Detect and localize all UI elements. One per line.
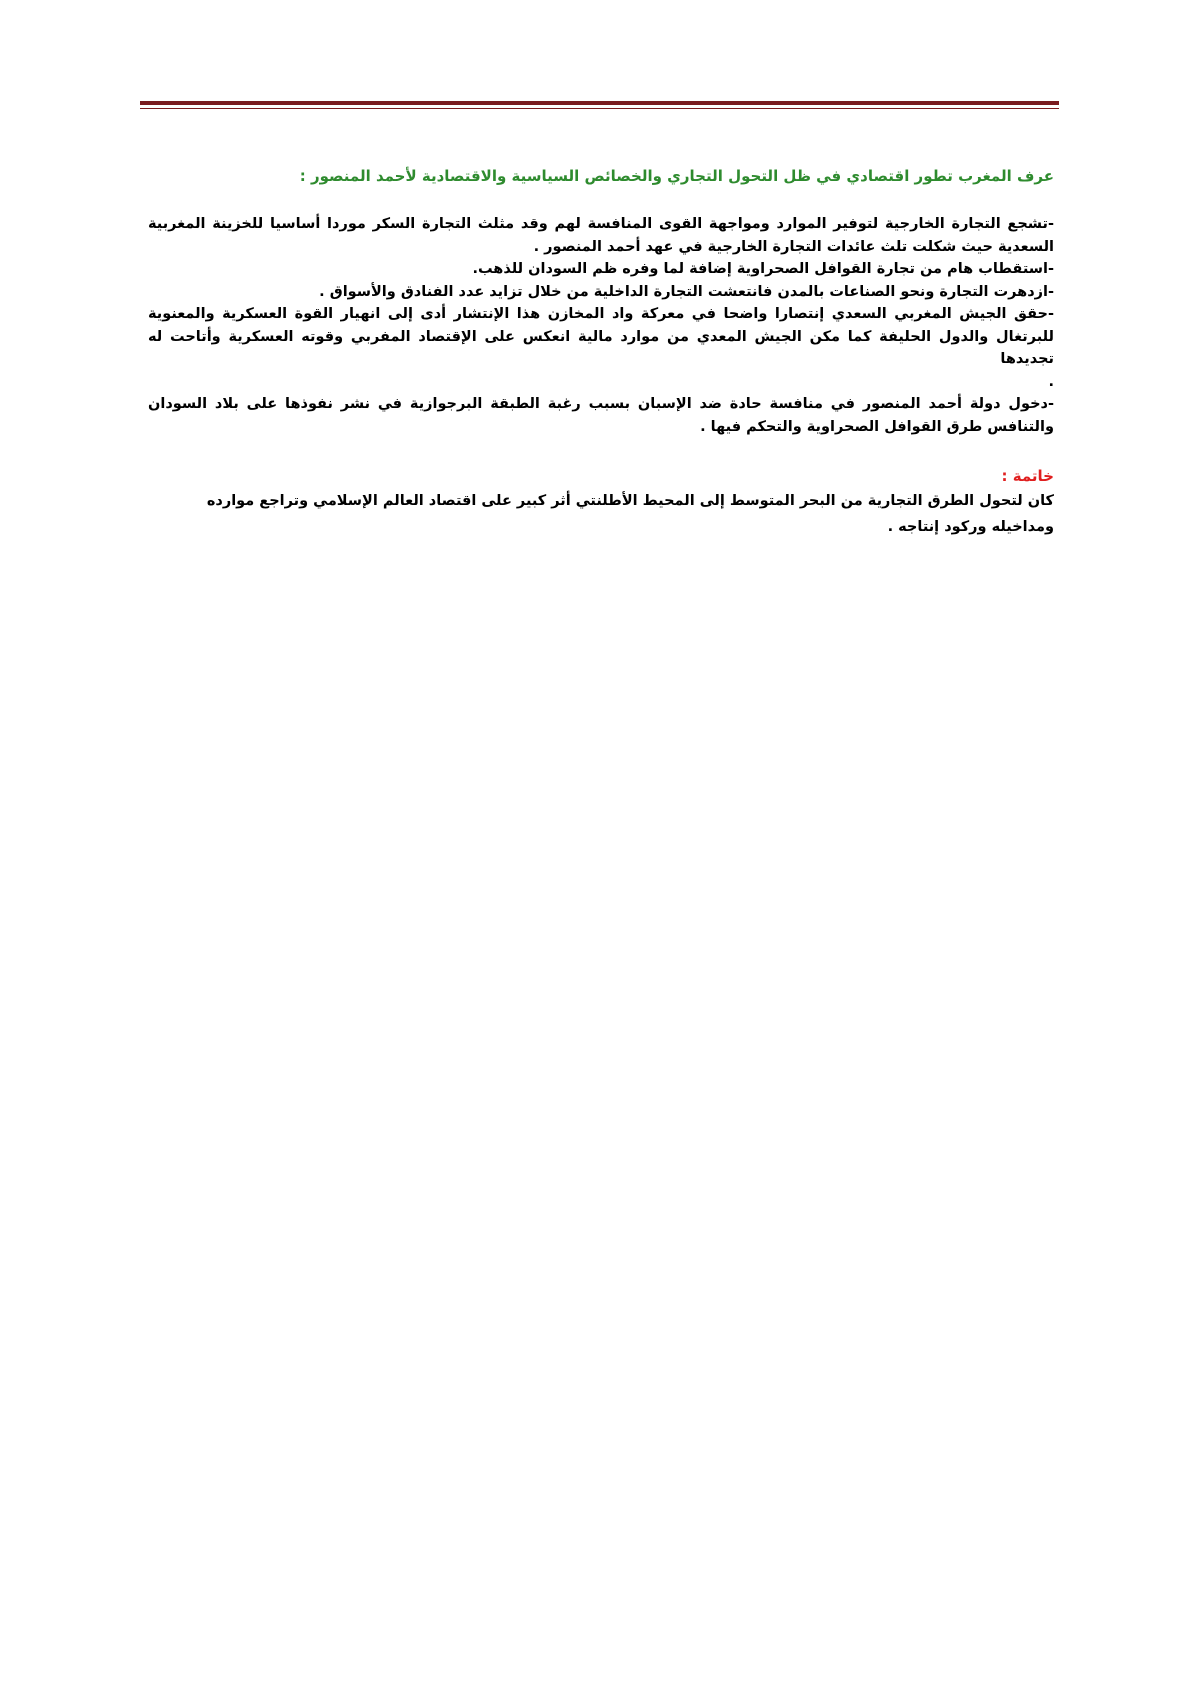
section-heading: عرف المغرب تطور اقتصادي في ظل التحول التجاري والخصائص السياسية والاقتصادية لأحمد المنصور :	[299, 167, 1054, 185]
point-foreign-trade: -تشجع التجارة الخارجية لتوفير الموارد ومواجهة القوى المنافسة لهم وقد مثلث التجارة السكر موردا أساسيا للخزينة المغربية السعدية حيث شكلت تلث عائدات التجارة الخارجية في عهد أحمد المنصور .	[148, 216, 1054, 255]
document-body	[148, 164, 1054, 540]
conclusion-title: خاتمة :	[1001, 467, 1054, 485]
point-army-victory: -حقق الجيش المغربي السعدي إنتصارا واضحا في معركة واد المخازن هذا الإنتشار أدى إلى انهيار القوة العسكرية والمعنوية للبرتغال والدول الحليفة كما مكن الجيش المعدي من موارد مالية انعكس على الإقتصاد المفربي وقوته العسكرية وأتاحت له تجديدها	[148, 306, 1054, 367]
point-caravan-trade: -استقطاب هام من تجارة القوافل الصحراوية إضافة لما وفره ظم السودان للذهب.	[472, 261, 1054, 277]
header-rule	[140, 101, 1059, 105]
point-spain-competition: -دخول دولة أحمد المنصور في منافسة حادة ضد الإسبان بسبب رغبة الطبقة البرجوازية في نشر نفوذها على بلاد السودان والتنافس طرق القوافل الصحراوية والتحكم فيها .	[148, 396, 1054, 435]
conclusion-text: كان لتحول الطرق التجارية من البحر المتوسط إلى المحيط الأطلنتي أثر كبير على اقتصاد العالم الإسلامي وتراجع موارده ومداخيله وركود إنتاجه .	[206, 493, 1054, 535]
header-rule-thin	[140, 108, 1059, 109]
point-army-victory-end: .	[1048, 373, 1054, 390]
point-urban-trade: -ازدهرت التجارة ونحو الصناعات بالمدن فانتعشت التجارة الداخلية من خلال تزايد عدد الفنادق والأسواق .	[319, 283, 1054, 300]
